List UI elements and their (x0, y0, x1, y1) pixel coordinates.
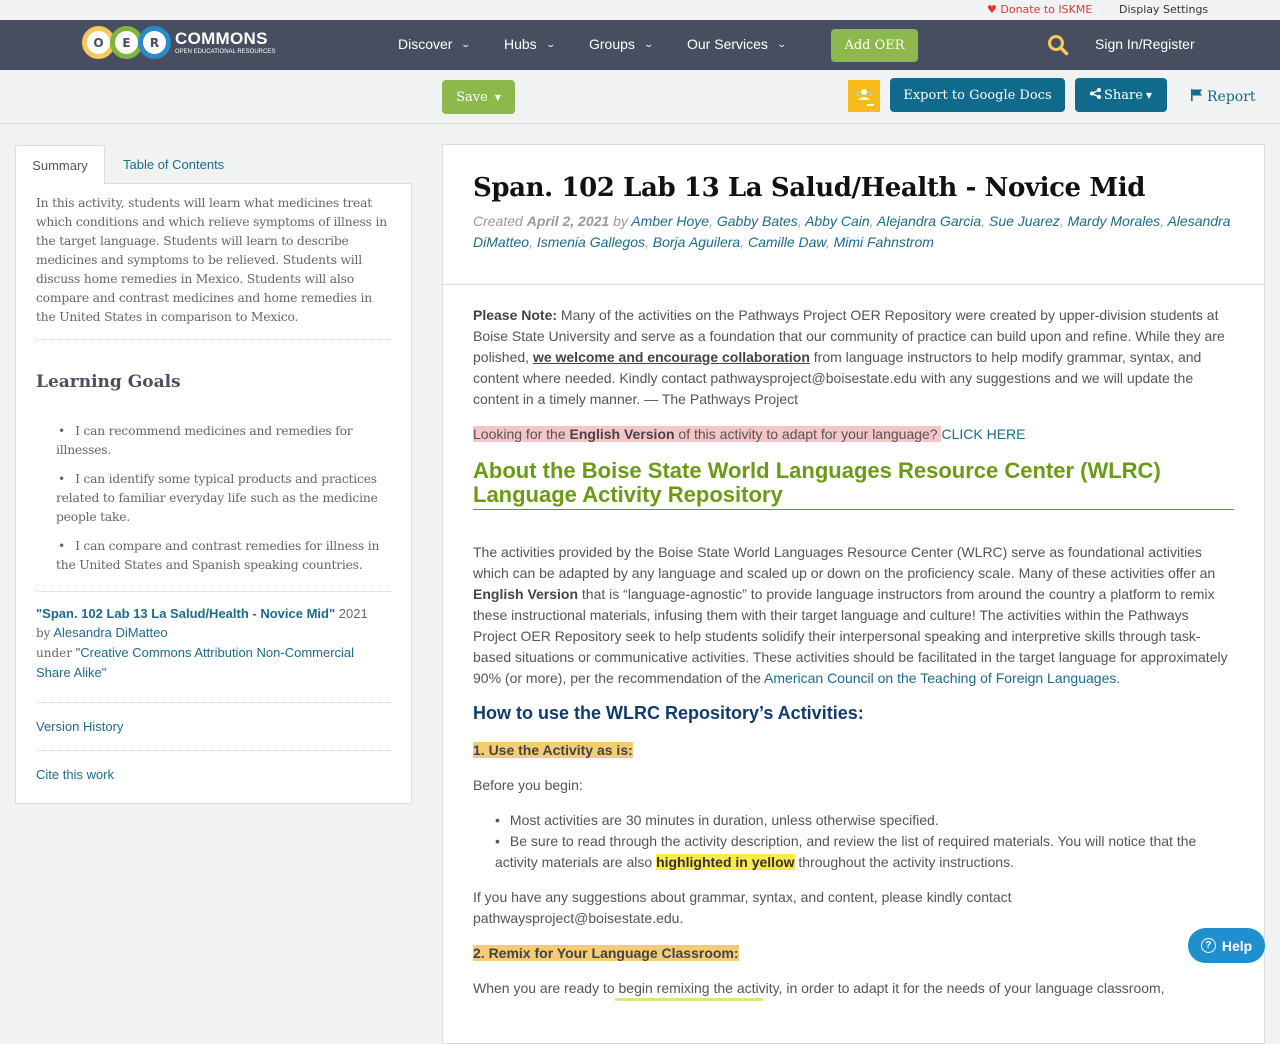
how-to-heading: How to use the WLRC Repository’s Activities: (473, 703, 864, 723)
list-item: • Be sure to read through the activity description, and review the list of required materials. You will notice that the activity materials are also highlighted in yellow throughout the activity instructions. (495, 833, 1197, 870)
resource-sidebar (15, 145, 412, 804)
suggestions-paragraph: If you have any suggestions about grammar, syntax, and content, please kindly contact pathwaysproject@boisestate.edu. (473, 889, 1012, 926)
author-link[interactable]: Camille Daw (747, 234, 826, 250)
author-link[interactable]: Gabby Bates (716, 213, 798, 229)
tab-summary[interactable]: Summary (15, 145, 105, 184)
logo-wordmark: COMMONS OPEN EDUCATIONAL RESOURCES (175, 29, 276, 55)
help-button[interactable]: ? Help (1188, 928, 1265, 963)
chevron-down-icon: ⌄ (545, 38, 556, 49)
remix-paragraph: When you are ready to begin remixing the activity, in order to adapt it for the needs of your language classroom, (473, 978, 1234, 999)
author-link[interactable]: Borja Aguilera (652, 234, 741, 250)
learning-goals-list (36, 422, 391, 575)
list-item: • Most activities are 30 minutes in duration, unless otherwise specified. (495, 812, 939, 828)
resource-body (443, 285, 1264, 1033)
english-version-prompt: Looking for the English Version of this activity to adapt for your language? CLICK HERE (473, 426, 1026, 442)
actfl-link[interactable]: American Council on the Teaching of Foreign Languages (764, 670, 1117, 686)
attribution-author-link[interactable]: Alesandra DiMatteo (53, 625, 168, 640)
nav-hubs[interactable]: Hubs ⌄ (504, 36, 556, 52)
donate-link[interactable]: ♥ Donate to ISKME (987, 3, 1093, 16)
logo-r: R (138, 26, 171, 59)
created-date: April 2, 2021 (526, 213, 610, 229)
license-link[interactable]: "Creative Commons Attribution Non-Commercial Share Alike" (36, 645, 355, 680)
summary-panel (15, 183, 412, 804)
resource-title: Span. 102 Lab 13 La Salud/Health - Novice Mid (473, 173, 1145, 203)
divider (36, 339, 391, 340)
author-link[interactable]: Alesandra DiMatteo (473, 213, 1231, 250)
oer-commons-logo[interactable] (82, 26, 275, 59)
share-dropdown-button[interactable]: Share ▼ (1075, 78, 1167, 112)
save-dropdown-button[interactable]: Save ▼ (442, 80, 515, 114)
heart-icon: ♥ (987, 3, 997, 16)
chevron-down-icon: ⌄ (460, 38, 472, 49)
cite-this-work-link[interactable]: Cite this work (36, 767, 115, 782)
attribution-block: "Span. 102 Lab 13 La Salud/Health - Novice Mid" 2021 by Alesandra DiMatteo under "Creative Commons Attribution Non-Commercial Share Alike" (36, 606, 368, 680)
author-link[interactable]: Amber Hoye (631, 213, 710, 229)
author-link[interactable]: Mardy Morales (1067, 213, 1161, 229)
before-you-begin-list (473, 810, 1234, 873)
author-link[interactable]: Ismenia Gallegos (536, 234, 645, 250)
about-heading: About the Boise State World Languages Resource Center (WLRC) Language Activity Repository (473, 459, 1234, 510)
summary-text: In this activity, students will learn what medicines treat which conditions and which relieve symptoms of illness in the target language. Students will learn to describe medicines and symptoms to be relieved. Students will discuss home remedies in Mexico. Students will also compare and contrast medicines and home remedies in the United States in comparison to Mexico. (36, 196, 387, 324)
share-icon (1090, 88, 1101, 103)
display-settings-link[interactable]: Display Settings (1119, 3, 1209, 16)
chevron-down-icon: ⌄ (643, 38, 654, 49)
version-history-link[interactable]: Version History (36, 719, 124, 734)
export-google-docs-button[interactable]: Export to Google Docs (890, 78, 1065, 112)
attribution-year: 2021 (338, 606, 368, 621)
divider (36, 591, 391, 592)
resource-content (442, 144, 1265, 1044)
utility-bar (0, 0, 1280, 20)
learning-goal-item: • I can compare and contrast remedies for illness in the United States and Spanish speaking countries. (56, 539, 380, 572)
question-circle-icon: ? (1201, 938, 1216, 953)
about-paragraph: The activities provided by the Boise State World Languages Resource Center (WLRC) serve as foundational activities which can be adapted by any language and scaled up or down on the proficiency scale. Many of these activities offer an English Version that is “language-agnostic” to provide language instructors from around the country a platform to remix these instructional materials, infusing them with their target language and culture! The activities within the Pathways Project OER Repository seek to help students solidify their interpersonal speaking and interpretive skills through task-based situations or communicative activities. These activities should be facilitated in the target language for approximately 90% (or more), per the recommendation of the American Council on the Teaching of Foreign Languages. (473, 544, 1228, 686)
nav-our-services[interactable]: Our Services ⌄ (687, 36, 787, 52)
chevron-down-icon: ⌄ (776, 38, 787, 49)
please-note-paragraph: Please Note: Many of the activities on the Pathways Project OER Repository were created by upper-division students at Boise State University and serve as a foundation that our community of practice can build upon and refine. While they are polished, we welcome and encourage collaboration from language instructors to help modify grammar, syntax, and content where needed. Kindly contact pathwaysproject@boisestate.edu with any suggestions and we will update the content in a timely manner. — The Pathways Project (473, 307, 1225, 407)
flag-icon (1190, 88, 1203, 105)
resource-action-bar (0, 70, 1280, 124)
author-link[interactable]: Mimi Fahnstrom (833, 234, 934, 250)
nav-groups[interactable]: Groups ⌄ (589, 36, 654, 52)
author-link[interactable]: Abby Cain (805, 213, 870, 229)
author-link[interactable]: Sue Juarez (988, 213, 1060, 229)
learning-goals-heading: Learning Goals (36, 372, 181, 392)
author-link[interactable]: Alejandra Garcia (876, 213, 982, 229)
step-2-label: 2. Remix for Your Language Classroom: (473, 945, 739, 961)
learning-goal-item: • I can identify some typical products and practices related to familiar everyday life such as the medicine people take. (56, 472, 378, 524)
divider (36, 702, 391, 703)
caret-down-icon: ▼ (494, 92, 501, 102)
search-icon[interactable] (1047, 34, 1069, 56)
report-link[interactable]: Report (1190, 88, 1256, 105)
before-you-begin: Before you begin: (473, 777, 583, 793)
nav-discover[interactable]: Discover ⌄ (398, 36, 472, 52)
logo-o: O (82, 26, 115, 59)
caret-down-icon: ▼ (1145, 90, 1153, 100)
step-1-label: 1. Use the Activity as is: (473, 742, 633, 758)
divider (36, 750, 391, 751)
click-here-link[interactable]: CLICK HERE (941, 426, 1026, 442)
attribution-title-link[interactable]: "Span. 102 Lab 13 La Salud/Health - Novice Mid" (36, 606, 336, 621)
learning-goal-item: • I can recommend medicines and remedies for illnesses. (56, 424, 353, 457)
sidebar-tabs (15, 145, 412, 184)
sign-in-register-link[interactable]: Sign In/Register (1095, 36, 1195, 52)
google-classroom-button[interactable] (848, 80, 880, 112)
main-navbar (0, 20, 1280, 70)
resource-header (443, 145, 1264, 285)
logo-e: E (110, 26, 143, 59)
tab-table-of-contents[interactable]: Table of Contents (123, 157, 225, 172)
resource-meta: Created April 2, 2021 by Amber Hoye, Gabby Bates, Abby Cain, Alejandra Garcia, Sue Juarez, Mardy Morales, Alesandra DiMatteo, Ismenia Gallegos, Borja Aguilera, Camille Daw, Mimi Fahnstrom (473, 213, 1231, 250)
add-oer-button[interactable]: Add OER (831, 29, 918, 62)
